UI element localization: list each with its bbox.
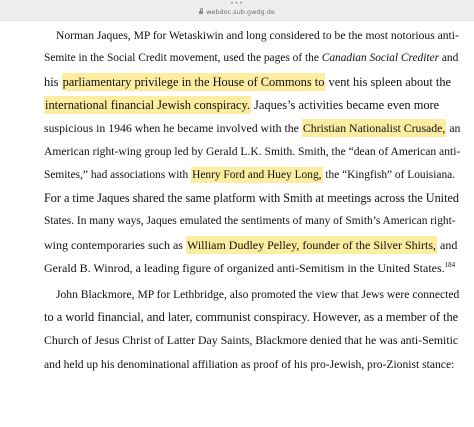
text-span: and xyxy=(437,237,458,252)
text-span: and xyxy=(439,52,459,65)
url-text: webdoc.sub.gwdg.de xyxy=(206,8,275,16)
text-span: John Blackmore, MP for Lethbridge, also promoted the view that Jews were connected xyxy=(56,287,460,301)
browser-top-bar xyxy=(0,0,474,21)
text-line xyxy=(44,187,460,210)
text-span: For a time Jaques shared the same platform with Smith at meetings across the United xyxy=(44,191,459,206)
text-span: vent his spleen about the xyxy=(325,74,452,89)
text-span: Church of Jesus Christ of Latter Day Saints, Blackmore denied that he was anti-Semitic xyxy=(44,333,459,348)
text-span: Semites,” had associations with xyxy=(44,168,192,181)
window-grabber[interactable]: ••• xyxy=(230,0,244,7)
text-span: Semite in the Social Credit movement, used the pages of the xyxy=(44,52,322,65)
footnote-marker[interactable]: 184 xyxy=(444,260,456,269)
text-line xyxy=(44,71,460,94)
lock-icon xyxy=(199,11,203,14)
text-line xyxy=(44,164,460,187)
text-line xyxy=(44,353,460,376)
publication-title: Canadian Social Crediter xyxy=(321,52,440,65)
text-line xyxy=(44,306,460,329)
text-span: States. In many ways, Jaques emulated the sentiments of many of Smith’s American right- xyxy=(44,215,456,228)
text-span: his xyxy=(44,74,62,89)
highlighted-text: Christian Nationalist Crusade, xyxy=(302,121,446,136)
text-span: to a world financial, and later, communist conspiracy. However, as a member of the xyxy=(44,310,459,325)
highlighted-text: Henry Ford and Huey Long, xyxy=(192,168,322,181)
text-line xyxy=(44,94,460,117)
text-line xyxy=(44,24,460,47)
text-line xyxy=(44,117,460,140)
text-line xyxy=(44,140,460,163)
text-line xyxy=(44,283,460,306)
highlighted-text: international financial Jewish conspiracy. xyxy=(45,97,250,112)
text-line xyxy=(44,210,460,233)
text-span: Gerald B. Winrod, a leading figure of organized anti-Semitism in the United States. xyxy=(44,260,445,275)
text-span: suspicious in 1946 when he became involved with the xyxy=(44,121,302,136)
highlighted-text: parliamentary privilege in the House of Commons to xyxy=(62,74,325,89)
text-line xyxy=(44,257,460,280)
text-line xyxy=(44,47,460,70)
text-line xyxy=(44,234,460,257)
text-line xyxy=(44,329,460,352)
highlighted-text: William Dudley Pelley, founder of the Silver Shirts, xyxy=(186,237,436,252)
text-span: Norman Jaques, MP for Wetaskiwin and long considered to be the most notorious anti- xyxy=(56,29,459,42)
text-span: wing contemporaries such as xyxy=(44,237,186,252)
document-body xyxy=(44,24,460,376)
text-span: and held up his denominational affiliation as proof of his pro-Jewish, pro-Zionist stance: xyxy=(44,357,455,371)
text-span: Jaques’s activities became even more xyxy=(250,97,440,112)
text-span: American right-wing group led by Gerald L.K. Smith. Smith, the “dean of American anti- xyxy=(44,145,461,159)
text-span: an xyxy=(446,121,461,136)
text-span: the “Kingfish” of Louisiana. xyxy=(322,168,456,181)
address-bar[interactable] xyxy=(0,8,474,17)
